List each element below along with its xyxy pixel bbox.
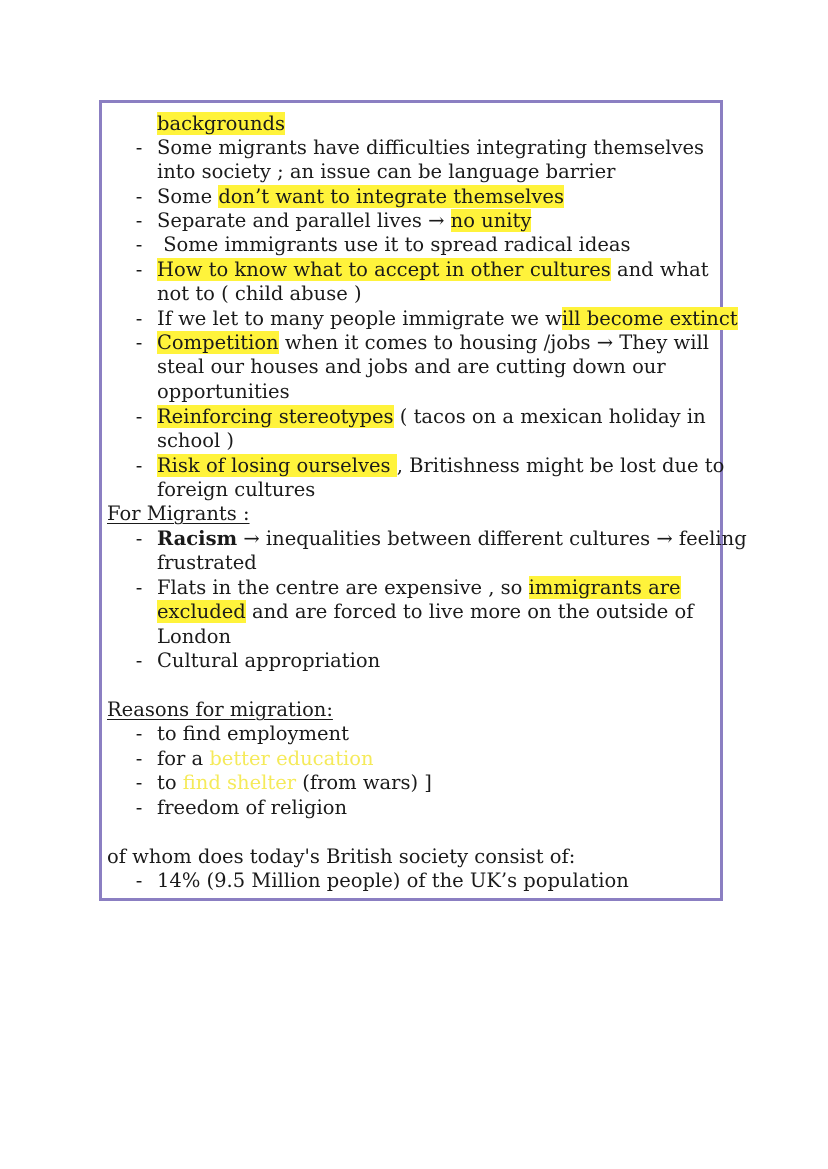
list-bullet: - bbox=[135, 454, 143, 477]
list-bullet: - bbox=[135, 258, 143, 281]
list-item-continuation: backgrounds bbox=[157, 112, 285, 135]
heading-reasons-for-migration: Reasons for migration: bbox=[107, 698, 333, 721]
list-bullet: - bbox=[135, 796, 143, 819]
list-bullet: - bbox=[135, 869, 143, 892]
list-item-line: frustrated bbox=[157, 551, 257, 574]
list-bullet: - bbox=[135, 527, 143, 550]
heading-british-society: of whom does today's British society consist of: bbox=[107, 845, 576, 868]
list-bullet: - bbox=[135, 307, 143, 330]
list-bullet: - bbox=[135, 209, 143, 232]
list-bullet: - bbox=[135, 405, 143, 428]
list-item-line: into society ; an issue can be language barrier bbox=[157, 160, 616, 183]
list-item-line: not to ( child abuse ) bbox=[157, 282, 362, 305]
list-item-line: foreign cultures bbox=[157, 478, 316, 501]
list-bullet: - bbox=[135, 576, 143, 599]
list-bullet: - bbox=[135, 331, 143, 354]
list-bullet: - bbox=[135, 649, 143, 672]
list-item-line: excluded and are forced to live more on the outside of bbox=[157, 600, 694, 623]
list-bullet: - bbox=[135, 185, 143, 208]
list-bullet: - bbox=[135, 233, 143, 256]
list-item-line: opportunities bbox=[157, 380, 290, 403]
list-item-line: school ) bbox=[157, 429, 235, 452]
list-item-line: London bbox=[157, 625, 232, 648]
list-bullet: - bbox=[135, 771, 143, 794]
list-item-line: steal our houses and jobs and are cutting down our bbox=[157, 355, 666, 378]
list-bullet: - bbox=[135, 136, 143, 159]
list-bullet: - bbox=[135, 722, 143, 745]
heading-for-migrants: For Migrants : bbox=[107, 502, 250, 525]
list-bullet: - bbox=[135, 747, 143, 770]
